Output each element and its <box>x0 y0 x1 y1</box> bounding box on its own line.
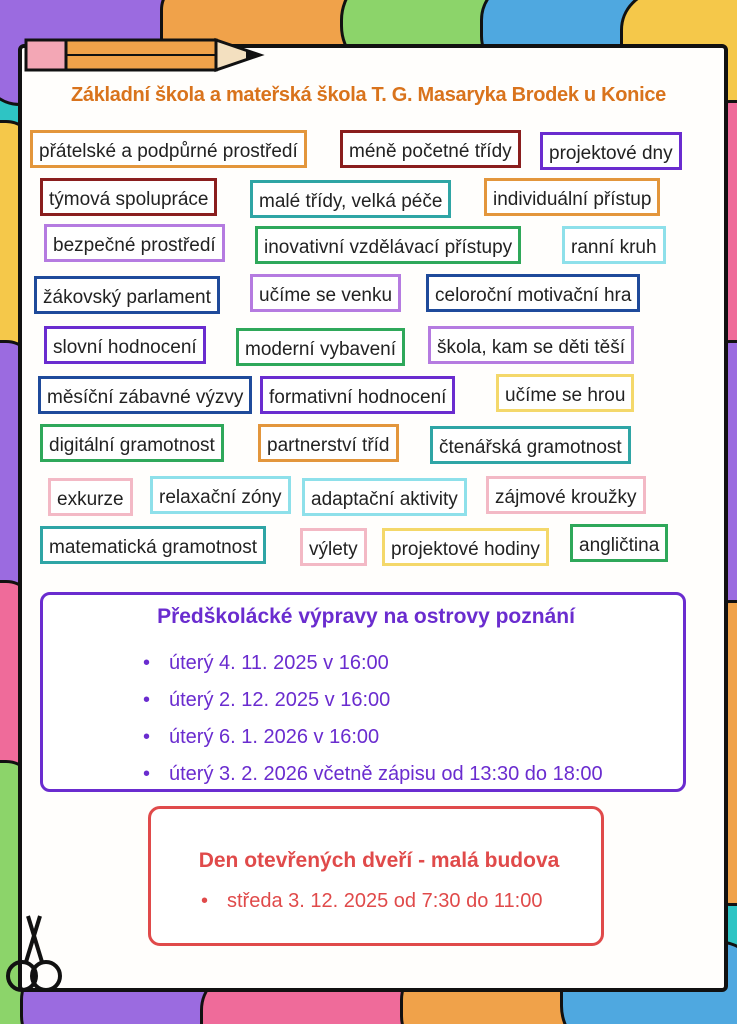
feature-tag: celoroční motivační hra <box>426 274 640 312</box>
page-title: Základní škola a mateřská škola T. G. Masaryka Brodek u Konice <box>70 84 666 106</box>
feature-tag: relaxační zóny <box>150 476 291 514</box>
feature-tag: učíme se hrou <box>496 374 634 412</box>
feature-tag: žákovský parlament <box>34 276 220 314</box>
feature-tag: škola, kam se děti těší <box>428 326 634 364</box>
feature-tag: slovní hodnocení <box>44 326 206 364</box>
feature-tag: projektové dny <box>540 132 682 170</box>
feature-tag: výlety <box>300 528 367 566</box>
feature-tag: individuální přístup <box>484 178 660 216</box>
feature-tag: učíme se venku <box>250 274 401 312</box>
preschool-events-box <box>40 592 686 792</box>
feature-tag: moderní vybavení <box>236 328 405 366</box>
feature-tag: exkurze <box>48 478 133 516</box>
feature-tag: inovativní vzdělávací přístupy <box>255 226 521 264</box>
open-day-date: • středa 3. 12. 2025 od 7:30 do 11:00 <box>201 885 542 917</box>
feature-tag: angličtina <box>570 524 668 562</box>
open-day-date-list <box>201 885 542 917</box>
preschool-heading: Předškolácké výpravy na ostrovy poznání <box>157 605 575 628</box>
open-day-heading: Den otevřených dveří - malá budova <box>198 849 560 872</box>
feature-tag: matematická gramotnost <box>40 526 266 564</box>
preschool-date: • úterý 6. 1. 2026 v 16:00 <box>143 719 603 756</box>
preschool-date: • úterý 4. 11. 2025 v 16:00 <box>143 645 603 682</box>
scissors-icon <box>4 910 64 1000</box>
feature-tag: čtenářská gramotnost <box>430 426 631 464</box>
feature-tag: týmová spolupráce <box>40 178 217 216</box>
feature-tag: přátelské a podpůrné prostředí <box>30 130 307 168</box>
feature-tag: projektové hodiny <box>382 528 549 566</box>
feature-tag: malé třídy, velká péče <box>250 180 451 218</box>
feature-tag: bezpečné prostředí <box>44 224 225 262</box>
feature-tag: ranní kruh <box>562 226 666 264</box>
feature-tag: adaptační aktivity <box>302 478 467 516</box>
pencil-icon <box>20 24 270 84</box>
feature-tag: měsíční zábavné výzvy <box>38 376 252 414</box>
feature-tag: zájmové kroužky <box>486 476 646 514</box>
feature-tag: partnerství tříd <box>258 424 399 462</box>
preschool-date: • úterý 2. 12. 2025 v 16:00 <box>143 682 603 719</box>
open-day-box <box>148 806 604 946</box>
preschool-date-list <box>143 645 603 793</box>
preschool-date: • úterý 3. 2. 2026 včetně zápisu od 13:30 do 18:00 <box>143 756 603 793</box>
feature-tag: méně početné třídy <box>340 130 521 168</box>
feature-tag: digitální gramotnost <box>40 424 224 462</box>
feature-tag: formativní hodnocení <box>260 376 455 414</box>
